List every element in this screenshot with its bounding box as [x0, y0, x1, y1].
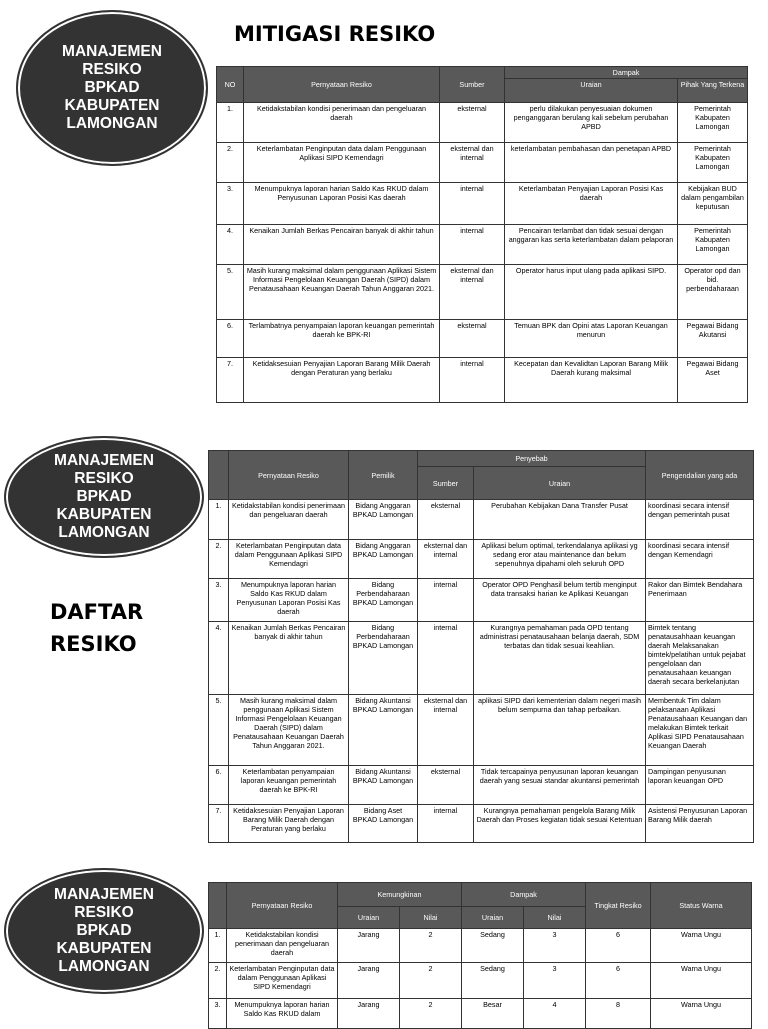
cell-pihak: Pemerintah Kabupaten Lamongan — [678, 103, 748, 143]
cell-pengendalian: Bimtek tentang penatausahhaan keuangan daerah Melaksanakan bimtek/pelatihan untuk pejabat pengelolaan dan penatausahaan keuangan daerah secara berkelanjutan — [646, 622, 754, 695]
cell-pernyataan: Ketidakstabilan kondisi penerimaan dan pengeluaran daerah — [244, 103, 440, 143]
badge-text: MANAJEMEN RESIKO BPKAD KABUPATEN LAMONGAN — [54, 452, 154, 541]
cell-sumber: internal — [440, 225, 505, 265]
cell-pernyataan: Ketidaksesuian Penyajian Laporan Barang Milik Daerah dengan Peraturan yang berlaku — [229, 805, 349, 843]
cell-pengendalian: koordinasi secara intensif dengan pemerintah pusat — [646, 500, 754, 540]
cell-pihak: Pemerintah Kabupaten Lamongan — [678, 225, 748, 265]
table-row — [217, 103, 748, 143]
cell-k-nilai: 2 — [400, 999, 462, 1029]
cell-tingkat: 6 — [586, 963, 651, 999]
cell-pengendalian: Membentuk Tim dalam pelaksanaan Aplikasi Penatausahaan Keuangan dan melakukan Bimtek terkait Aplikasi SIPD Penatausahaan Keuangan Daerah — [646, 695, 754, 766]
cell-tingkat: 6 — [586, 929, 651, 963]
cell-sumber: internal — [418, 622, 474, 695]
cell-status: Warna Ungu — [651, 999, 752, 1029]
cell-no: 6. — [209, 766, 229, 805]
table-row — [209, 805, 754, 843]
cell-k-uraian: Jarang — [338, 929, 400, 963]
cell-no: 5. — [217, 265, 244, 320]
cell-no: 1. — [209, 500, 229, 540]
cell-pengendalian: Dampingan penyusunan laporan keuangan OPD — [646, 766, 754, 805]
cell-pernyataan: Terlambatnya penyampaian laporan keuangan pemerintah daerah ke BPK-RI — [244, 320, 440, 358]
table-row — [209, 929, 752, 963]
table-row — [217, 358, 748, 403]
col-kemungkinan: Kemungkinan — [338, 883, 462, 907]
cell-no: 7. — [217, 358, 244, 403]
cell-pernyataan: Menumpuknya laporan harian Saldo Kas RKUD dalam — [227, 999, 338, 1029]
badge-manajemen-resiko-1 — [16, 10, 208, 166]
table-row — [209, 963, 752, 999]
cell-pernyataan: Menumpuknya laporan harian Saldo Kas RKUD dalam Penyusunan Laporan Posisi Kas daerah — [244, 183, 440, 225]
cell-uraian: Keterlambatan Penyajian Laporan Posisi Kas daerah — [505, 183, 678, 225]
col-d-nilai: Nilai — [524, 907, 586, 929]
cell-pihak: Operator opd dan bid. perbendaharaan — [678, 265, 748, 320]
cell-uraian: Tidak tercapainya penyusunan laporan keuangan daerah yang sesuai standar akuntansi pemerintah — [474, 766, 646, 805]
cell-pernyataan: Masih kurang maksimal dalam penggunaan Aplikasi Sistem Informasi Pengelolaan Keuangan Daerah (SIPD) dalam Penatausahaan Keuangan Daerah Tahun Anggaran 2021. — [229, 695, 349, 766]
cell-pernyataan: Ketidakstabilan kondisi penerimaan dan pengeluaran daerah — [229, 500, 349, 540]
table-row — [209, 622, 754, 695]
cell-pihak: Kebijakan BUD dalam pengambilan keputusan — [678, 183, 748, 225]
table-row — [209, 579, 754, 622]
cell-pengendalian: koordinasi secara intensif dengan Kemendagri — [646, 540, 754, 579]
cell-d-nilai: 3 — [524, 929, 586, 963]
daftar-table — [208, 450, 754, 843]
cell-uraian: Perubahan Kebijakan Dana Transfer Pusat — [474, 500, 646, 540]
cell-pernyataan: Keterlambatan Penginputan data dalam Penggunaan Aplikasi SIPD Kemendagri — [229, 540, 349, 579]
cell-pernyataan: Keterlambatan penyampaian laporan keuangan pemerintah daerah ke BPK-RI — [229, 766, 349, 805]
table-row — [209, 766, 754, 805]
table-row — [217, 225, 748, 265]
cell-no: 4. — [217, 225, 244, 265]
cell-pernyataan: Masih kurang maksimal dalam penggunaan Aplikasi Sistem Informasi Pengelolaan Keuangan Daerah (SIPD) dalam Penatausahaan Keuangan Daerah Tahun Anggaran 2021. — [244, 265, 440, 320]
cell-pernyataan: Kenaikan Jumlah Berkas Pencairan banyak di akhir tahun — [244, 225, 440, 265]
col-penyebab: Penyebab — [418, 451, 646, 467]
cell-sumber: eksternal dan internal — [440, 265, 505, 320]
cell-no: 3. — [209, 579, 229, 622]
cell-sumber: internal — [418, 805, 474, 843]
col-uraian: Uraian — [505, 79, 678, 103]
col-no — [209, 451, 229, 500]
table-row — [209, 999, 752, 1029]
col-uraian: Uraian — [474, 467, 646, 500]
cell-uraian: Kurangnya pemahaman pada OPD tentang administrasi penatausahaan belanja daerah, SDM terbatas dan tidak sesuai keahlian. — [474, 622, 646, 695]
cell-uraian: keterlambatan pembahasan dan penetapan APBD — [505, 143, 678, 183]
badge-manajemen-resiko-2 — [4, 436, 204, 558]
cell-sumber: eksternal — [418, 766, 474, 805]
mitigasi-title: MITIGASI RESIKO — [234, 22, 436, 46]
cell-k-uraian: Jarang — [338, 963, 400, 999]
cell-uraian: Temuan BPK dan Opini atas Laporan Keuangan menurun — [505, 320, 678, 358]
cell-d-nilai: 3 — [524, 963, 586, 999]
cell-pemilik: Bidang Anggaran BPKAD Lamongan — [349, 500, 418, 540]
cell-pengendalian: Asistensi Penyusunan Laporan Barang Milik daerah — [646, 805, 754, 843]
table-row — [217, 183, 748, 225]
col-k-uraian: Uraian — [338, 907, 400, 929]
cell-no: 3. — [217, 183, 244, 225]
cell-uraian: Aplikasi belum optimal, terkendalanya aplikasi yg sedang eror atau maintenance dan belum sepenuhnya dipahami oleh seluruh OPD — [474, 540, 646, 579]
cell-sumber: internal — [418, 579, 474, 622]
cell-uraian: Pencairan terlambat dan tidak sesuai dengan anggaran kas serta keterlambatan dalam pelaporan — [505, 225, 678, 265]
col-pihak: Pihak Yang Terkena — [678, 79, 748, 103]
cell-pihak: Pemerintah Kabupaten Lamongan — [678, 143, 748, 183]
col-sumber: Sumber — [440, 67, 505, 103]
cell-d-uraian: Sedang — [462, 929, 524, 963]
col-status: Status Warna — [651, 883, 752, 929]
cell-pernyataan: Keterlambatan Penginputan data dalam Penggunaan Aplikasi SIPD Kemendagri — [227, 963, 338, 999]
cell-status: Warna Ungu — [651, 929, 752, 963]
cell-no: 2. — [209, 963, 227, 999]
col-dampak: Dampak — [505, 67, 748, 79]
cell-sumber: eksternal — [440, 103, 505, 143]
cell-pihak: Pegawai Bidang Aset — [678, 358, 748, 403]
mitigasi-table — [216, 66, 748, 403]
col-no: NO — [217, 67, 244, 103]
cell-uraian: Operator OPD Penghasil belum tertib menginput data transaksi harian ke Aplikasi Keuangan — [474, 579, 646, 622]
cell-no: 5. — [209, 695, 229, 766]
table-row — [209, 540, 754, 579]
cell-no: 1. — [209, 929, 227, 963]
cell-sumber: eksternal dan internal — [440, 143, 505, 183]
col-pernyataan: Pernyataan Resiko — [227, 883, 338, 929]
cell-uraian: Kecepatan dan Kevalidtan Laporan Barang Milik Daerah kurang maksimal — [505, 358, 678, 403]
cell-no: 4. — [209, 622, 229, 695]
cell-k-nilai: 2 — [400, 929, 462, 963]
cell-pernyataan: Kenaikan Jumlah Berkas Pencairan banyak di akhir tahun — [229, 622, 349, 695]
col-sumber: Sumber — [418, 467, 474, 500]
cell-no: 7. — [209, 805, 229, 843]
col-pernyataan: Pernyataan Resiko — [244, 67, 440, 103]
cell-sumber: eksternal — [418, 500, 474, 540]
badge-manajemen-resiko-3 — [4, 868, 204, 994]
cell-k-nilai: 2 — [400, 963, 462, 999]
cell-tingkat: 8 — [586, 999, 651, 1029]
cell-sumber: internal — [440, 358, 505, 403]
table-row — [217, 320, 748, 358]
cell-no: 6. — [217, 320, 244, 358]
cell-k-uraian: Jarang — [338, 999, 400, 1029]
cell-pemilik: Bidang Perbendaharaan BPKAD Lamongan — [349, 579, 418, 622]
table-row — [217, 265, 748, 320]
cell-sumber: eksternal dan internal — [418, 540, 474, 579]
cell-no: 3. — [209, 999, 227, 1029]
cell-pernyataan: Menumpuknya laporan harian Saldo Kas RKUD dalam Penyusunan Laporan Posisi Kas daerah — [229, 579, 349, 622]
cell-pernyataan: Ketidaksesuian Penyajian Laporan Barang Milik Daerah dengan Peraturan yang berlaku — [244, 358, 440, 403]
cell-uraian: Operator harus input ulang pada aplikasi SIPD. — [505, 265, 678, 320]
col-pernyataan: Pernyataan Resiko — [229, 451, 349, 500]
cell-pemilik: Bidang Akuntansi BPKAD Lamongan — [349, 766, 418, 805]
col-d-uraian: Uraian — [462, 907, 524, 929]
cell-sumber: eksternal — [440, 320, 505, 358]
cell-pernyataan: Ketidakstabilan kondisi penerimaan dan pengeluaran daerah — [227, 929, 338, 963]
col-k-nilai: Nilai — [400, 907, 462, 929]
cell-pemilik: Bidang Anggaran BPKAD Lamongan — [349, 540, 418, 579]
cell-d-nilai: 4 — [524, 999, 586, 1029]
cell-no: 2. — [209, 540, 229, 579]
cell-uraian: perlu dilakukan penyesuaian dokumen penganggaran berulang kali sebelum perubahan APBD — [505, 103, 678, 143]
cell-no: 1. — [217, 103, 244, 143]
col-pengendalian: Pengendalian yang ada — [646, 451, 754, 500]
col-no — [209, 883, 227, 929]
table-row — [209, 695, 754, 766]
col-pemilik: Pemilik — [349, 451, 418, 500]
cell-sumber: internal — [440, 183, 505, 225]
daftar-title: DAFTAR RESIKO — [50, 600, 144, 656]
analisis-table — [208, 882, 752, 1029]
cell-pihak: Pegawai Bidang Akutansi — [678, 320, 748, 358]
col-tingkat: Tingkat Resiko — [586, 883, 651, 929]
badge-text: MANAJEMEN RESIKO BPKAD KABUPATEN LAMONGAN — [62, 43, 162, 132]
cell-pemilik: Bidang Perbendaharaan BPKAD Lamongan — [349, 622, 418, 695]
badge-text: MANAJEMEN RESIKO BPKAD KABUPATEN LAMONGAN — [54, 886, 154, 975]
cell-pengendalian: Rakor dan Bimtek Bendahara Penerimaan — [646, 579, 754, 622]
cell-d-uraian: Sedang — [462, 963, 524, 999]
cell-pemilik: Bidang Akuntansi BPKAD Lamongan — [349, 695, 418, 766]
table-row — [209, 500, 754, 540]
cell-sumber: eksternal dan internal — [418, 695, 474, 766]
cell-uraian: aplikasi SIPD dari kementerian dalam negeri masih belum sempurna dan tahap perbaikan. — [474, 695, 646, 766]
cell-uraian: Kurangnya pemahaman pengelola Barang Milik Daerah dan Proses kegiatan tidak sesuai Ketentuan — [474, 805, 646, 843]
table-row — [217, 143, 748, 183]
cell-no: 2. — [217, 143, 244, 183]
cell-d-uraian: Besar — [462, 999, 524, 1029]
col-dampak: Dampak — [462, 883, 586, 907]
cell-pemilik: Bidang Aset BPKAD Lamongan — [349, 805, 418, 843]
cell-status: Warna Ungu — [651, 963, 752, 999]
cell-pernyataan: Keterlambatan Penginputan data dalam Penggunaan Aplikasi SIPD Kemendagri — [244, 143, 440, 183]
